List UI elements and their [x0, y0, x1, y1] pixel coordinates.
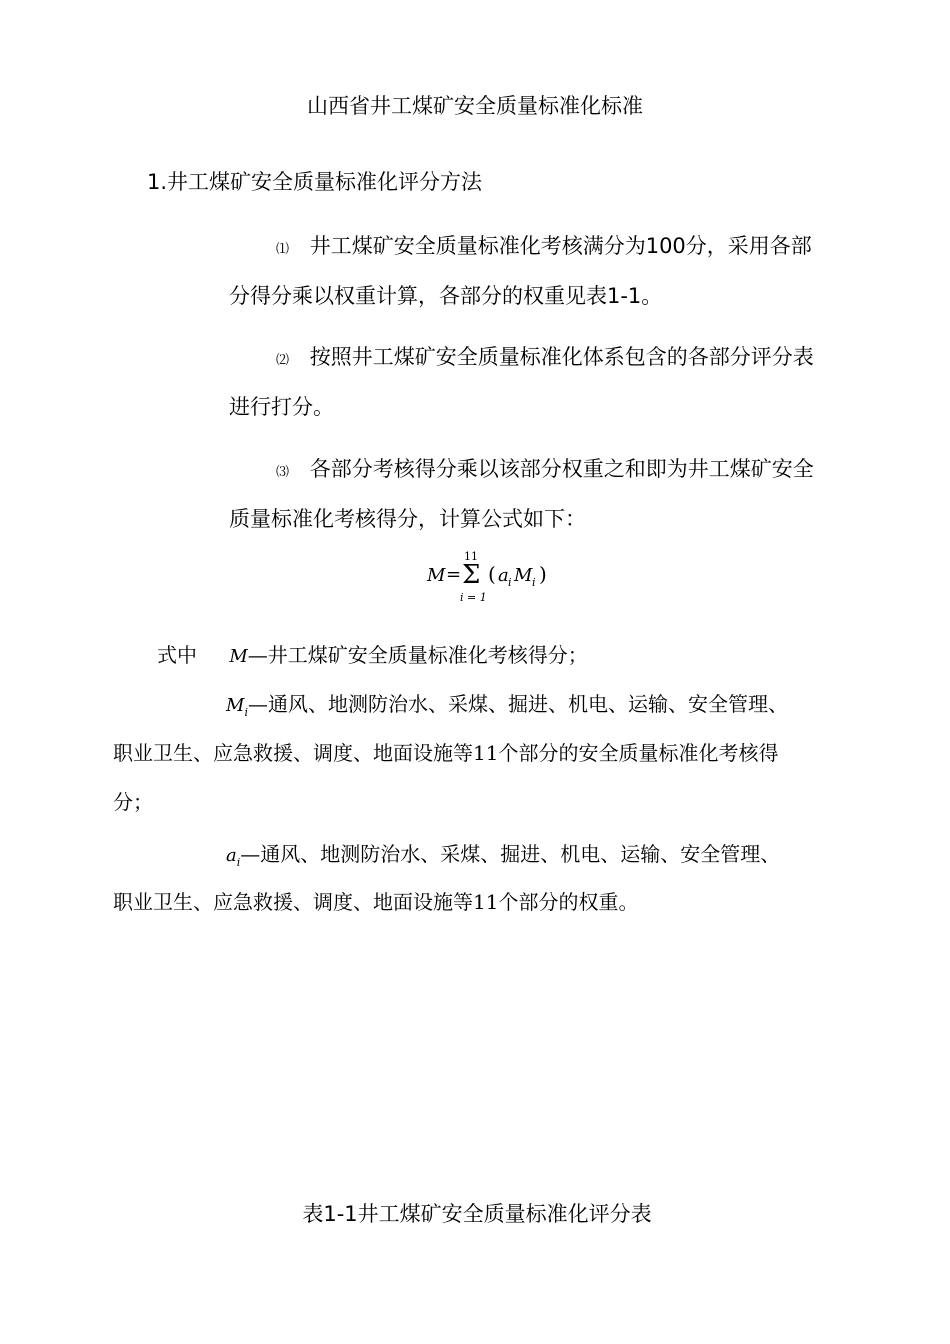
list-item: [276, 341, 814, 371]
table-caption: 表1-1井工煤矿安全质量标准化评分表: [302, 1202, 652, 1226]
ai-description-line2: 职业卫生、应急救援、调度、地面设施等11个部分的权重。: [113, 890, 639, 914]
list-item: [276, 453, 814, 483]
section-heading: 1.井工煤矿安全质量标准化评分方法: [147, 170, 483, 194]
definition-prefix: 式中: [157, 643, 197, 667]
definition-mi: [226, 688, 788, 719]
item-marker: ⑶: [276, 465, 290, 480]
formula-upper-limit: 11: [464, 550, 478, 563]
mi-symbol: M: [226, 695, 245, 716]
formula-sigma: Σ: [462, 560, 481, 590]
formula-a-subscript: i: [508, 576, 512, 589]
document-title: 山西省井工煤矿安全质量标准化标准: [307, 94, 643, 118]
formula-equals: =: [446, 564, 462, 585]
formula-lower-limit: i = 1: [460, 591, 487, 604]
mi-description: —通风、地测防治水、采煤、掘进、机电、运输、安全管理、: [247, 692, 788, 716]
definition-ai: [226, 838, 780, 869]
item-text: 各部分考核得分乘以该部分权重之和即为井工煤矿安全: [309, 457, 814, 481]
ai-subscript: i: [236, 856, 241, 869]
formula-open-paren: (: [488, 562, 496, 586]
item-text: 按照井工煤矿安全质量标准化体系包含的各部分评分表: [309, 345, 814, 369]
item-marker: ⑵: [276, 353, 290, 368]
mi-description-line2: 职业卫生、应急救援、调度、地面设施等11个部分的安全质量标准化考核得: [113, 741, 779, 765]
ai-description: —通风、地测防治水、采煤、掘进、机电、运输、安全管理、: [240, 842, 781, 866]
item-text: 井工煤矿安全质量标准化考核满分为100分，采用各部: [309, 234, 812, 258]
formula-close-paren: ): [539, 562, 547, 586]
item-marker: ⑴: [276, 242, 290, 257]
list-item: [276, 230, 812, 260]
formula-a: a: [498, 565, 509, 586]
mi-subscript: i: [244, 706, 248, 719]
item-text-continuation: 质量标准化考核得分，计算公式如下：: [229, 507, 586, 531]
m-symbol: M: [229, 646, 248, 667]
formula-lhs: M: [427, 565, 446, 586]
item-text-continuation: 进行打分。: [229, 395, 334, 419]
m-description: —井工煤矿安全质量标准化考核得分；: [247, 643, 588, 667]
formula-m: M: [514, 565, 533, 586]
mi-description-line3: 分；: [113, 790, 153, 814]
item-text-continuation: 分得分乘以权重计算，各部分的权重见表1-1。: [229, 284, 663, 308]
formula-m-subscript: i: [532, 576, 536, 589]
definition-m: [157, 639, 588, 668]
ai-symbol: a: [226, 845, 237, 866]
